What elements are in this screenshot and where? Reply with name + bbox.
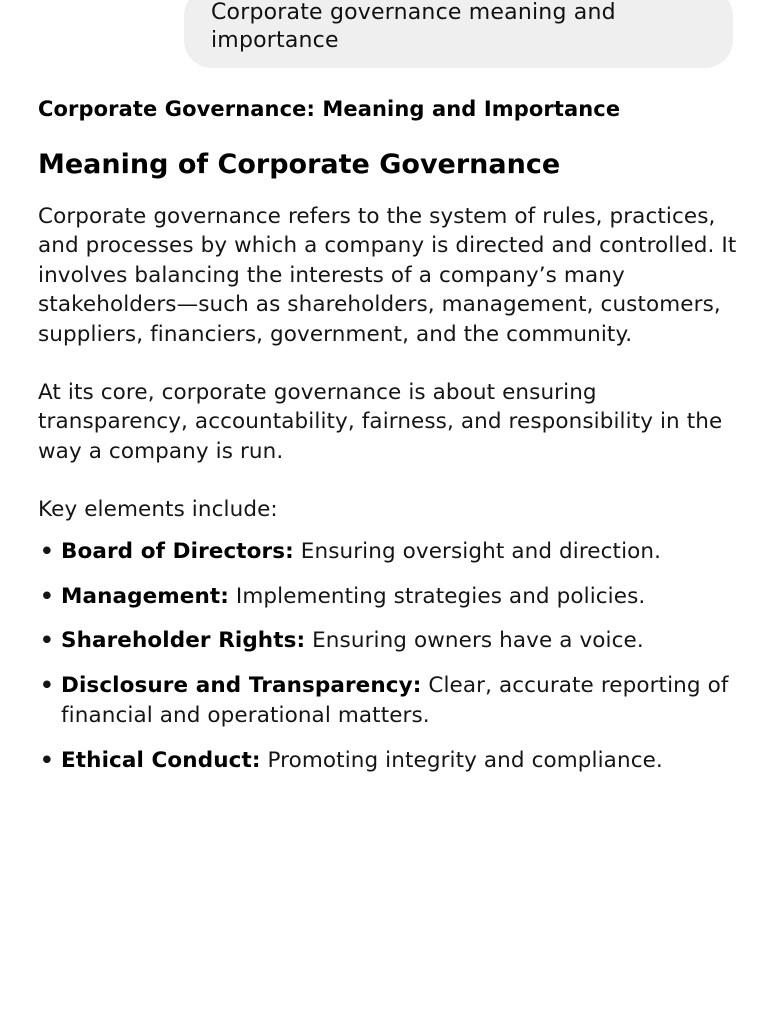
paragraph-definition: Corporate governance refers to the system of rules, practices, and processes by which a company is directed and controlled. It involves balancing the interests of a company’s many stakeholders—such as shareholders, management, customers, suppliers, financiers, government, and the community. — [38, 204, 737, 347]
list-item — [38, 626, 738, 655]
list-item-term: Ethical Conduct: — [61, 747, 261, 773]
user-message-bubble — [184, 0, 733, 68]
paragraph-core: At its core, corporate governance is about ensuring transparency, accountability, fairness, and responsibility in the way a company is run. — [38, 380, 723, 464]
bullet-icon: • — [40, 673, 54, 699]
response-title: Corporate Governance: Meaning and Importance — [38, 97, 621, 121]
list-item — [38, 671, 738, 730]
user-message-text: Corporate governance meaning and importance — [211, 0, 616, 53]
bullet-icon: • — [40, 628, 54, 654]
list-item-description: Implementing strategies and policies. — [235, 583, 646, 609]
paragraph-key-elements-intro: Key elements include: — [38, 497, 278, 523]
list-item-description: Ensuring oversight and direction. — [300, 538, 662, 564]
section-heading: Meaning of Corporate Governance — [38, 149, 561, 180]
bullet-icon: • — [40, 583, 54, 609]
assistant-response — [38, 96, 738, 791]
list-item-description: Ensuring owners have a voice. — [312, 628, 644, 654]
list-item-description: Promoting integrity and compliance. — [267, 747, 663, 773]
list-item-term: Board of Directors: — [61, 538, 294, 564]
list-item — [38, 582, 738, 611]
bullet-icon: • — [40, 747, 54, 773]
list-item — [38, 746, 738, 775]
bullet-icon: • — [40, 538, 54, 564]
list-item — [38, 537, 738, 566]
list-item-term: Shareholder Rights: — [61, 628, 306, 654]
key-elements-list — [38, 537, 738, 775]
list-item-term: Management: — [61, 583, 229, 609]
list-item-description: Clear, accurate reporting of financial and operational matters. — [61, 673, 729, 728]
list-item-term: Disclosure and Transparency: — [61, 673, 422, 699]
